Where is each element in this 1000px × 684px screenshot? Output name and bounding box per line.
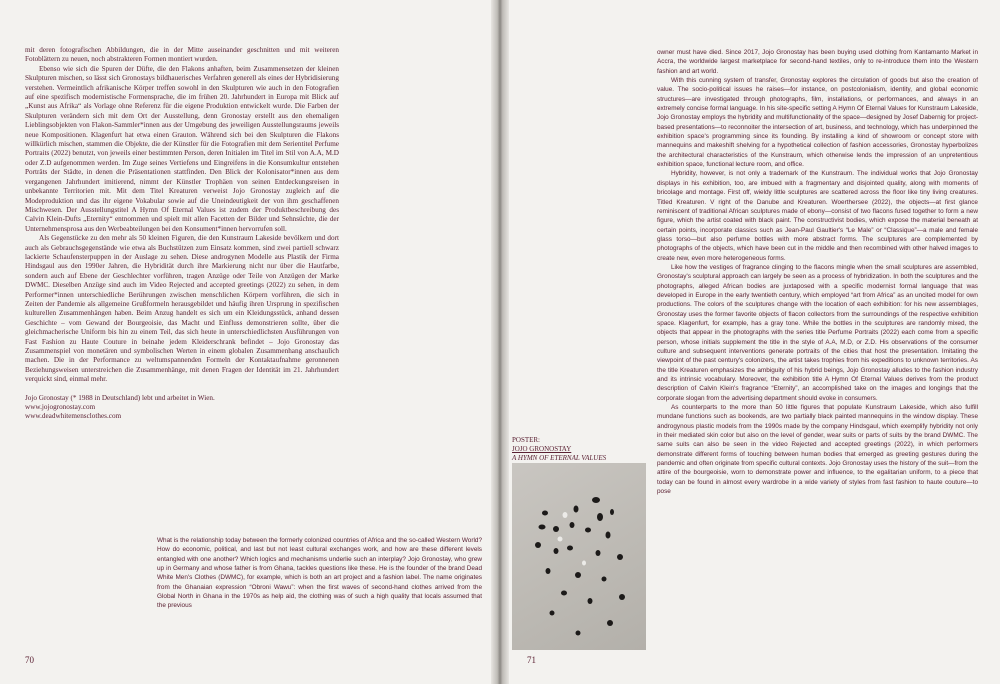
english-paragraph: As counterparts to the more than 50 little figures that populate Kunstraum Lakeside, which also fulfill mundane functions such as bookends, are two partially black painted mannequins in the window display. These androgynous plastic models from the 1990s made by the company Hindsgaul, which exemplify hybridity not only in their mediated skin color but also on the level of gender, wear suits or parts of suits by the brand DWMC. The same suits can also be seen in the video Rejected and accepted greetings (2022), in which performers demonstrate different forms of touching between human bodies that emerged as greeting gestures during the pandemic and often originate from specific cultural contexts. Jojo Gronostay uses the history of the suit—from the attire of the bourgeoisie, worn to demonstrate power and influence, to the egalitarian uniform, to a piece that today can be found in almost every wardrobe in a wide variety of styles from fast fashion to haute couture—to pose: [657, 404, 978, 496]
caption-label: POSTER:: [512, 436, 541, 444]
photo-sculptures: [512, 463, 646, 650]
english-text-column: [657, 48, 978, 497]
sculpture-figure-white: [582, 561, 586, 566]
sculpture-figure: [554, 548, 559, 554]
german-paragraph: mit deren fotografischen Abbildungen, die in der Mitte auseinander geschnitten und mit weiteren Fotoblättern zu neuen, noch abstrakteren Formen montiert wurden.: [25, 46, 339, 64]
poster-caption: [512, 436, 632, 463]
sculpture-figure: [535, 542, 541, 548]
sculpture-figure: [602, 577, 607, 582]
left-page: [0, 0, 497, 684]
sculpture-figure: [575, 572, 581, 578]
english-paragraph: What is the relationship today between the formerly colonized countries of Africa and the so-called Western World? How do economic, political, and last but not least cultural exchanges work, and how are these different levels entangled with one another? Which logics and mechanisms underlie such an interplay? Jojo Gronostay, who grew up in Germany and whose father is from Ghana, tackles questions like these. He is the founder of the brand Dead White Men's Clothes (DWMC), for example, which is both an art project and a fashion label. The name originates from the Ghanaian expression “Obroni Wawu”: when the first waves of second-hand clothes arrived from the Global North in Ghana in the 1970s as help aid, the clothing was of such a high quality that locals assumed that the previous: [157, 537, 482, 610]
sculpture-figure: [585, 528, 591, 533]
website-link[interactable]: www.jojogronostay.com: [25, 403, 96, 412]
website-link[interactable]: www.deadwhitemensclothes.com: [25, 412, 122, 421]
english-text-column: [157, 536, 482, 611]
sculpture-figure: [597, 513, 603, 521]
exhibition-photo: [512, 463, 646, 650]
caption-artist: JOJO GRONOSTAY: [512, 445, 572, 453]
sculpture-figure-white: [563, 512, 568, 518]
sculpture-figure: [607, 620, 613, 626]
sculpture-figure: [539, 525, 546, 530]
sculpture-figure: [592, 497, 600, 503]
sculpture-figure: [550, 611, 555, 616]
book-gutter: [491, 0, 509, 684]
english-paragraph: With this cunning system of transfer, Gronostay explores the circulation of goods but also the creation of value. The socio-political issues he raises—for instance, on postcolonialism, identity, and global economic structures—are investigated through photographs, film, installations, or performances, and always in an extremely concise formal language. In his site-specific setting A Hymn Of Eternal Values for Kunstraum Lakeside, Jojo Gronostay employs the hybridity and multifunctionality of the space—designed by Josef Dabernig for project-based presentations—to reconnoiter the intersection of art, business, and technology, which has underpinned the exhibition space's programming since its founding. By installing a kind of showroom or concept store with mannequins and makeshift shelving for a hypothetical collection of fashion accessories, Gronostay hyperbolizes the architectural characteristics of the Kunstraum, which otherwise lends the impression of an unpretentious exhibition space, functional lecture room, and office.: [657, 77, 978, 169]
sculpture-figure: [574, 506, 579, 513]
sculpture-figure: [606, 532, 611, 539]
sculpture-figure: [610, 509, 614, 515]
bio-line: Jojo Gronostay (* 1988 in Deutschland) lebt und arbeitet in Wien.: [25, 393, 215, 402]
sculpture-figure-white: [558, 537, 563, 542]
sculpture-figure: [561, 591, 567, 596]
sculpture-figure: [619, 594, 625, 600]
sculpture-figure: [542, 511, 548, 516]
english-paragraph: Hybridity, however, is not only a trademark of the Kunstraum. The individual works that Jojo Gronostay displays in his exhibition, too, are imbued with a fragmentary and disjointed quality, along with moments of bricolage and montage. First off, wieldy little sculptures are scattered across the floor like tiny living creatures. Titled Kreaturen. V right of the Danube and Kreaturen. Woerthersee (2022), the objects—at first glance reminiscent of traditional African sculptures made of ebony—consist of two flacons fused together to form a new figure, which the artist coated with black paint. The constructivist bodies, which expose the material beneath at certain points, incorporate classics such as Jean-Paul Gaultier's “Le Male” or “Classique”—a male and female glass torso—but also perfume bottles with more abstract forms. The sculptures are complemented by photographs of the objects, which have been cut in the middle and then recombined with other halved images to create new, even more heterogeneous forms.: [657, 170, 978, 262]
german-paragraph: Als Gegenstücke zu den mehr als 50 kleinen Figuren, die den Kunstraum Lakeside bevölkern und dort auch als Gebrauchsgegenstände wie etwa als Buchstützen zum Einsatz kommen, sind zwei partiell schwarz lackierte Schaufensterpuppen in der Auslage zu sehen. Diese androgynen Modelle aus Plastik der Firma Hindsgaul aus den 1990er Jahren, die Hybridität durch ihre Markierung nicht nur über die Hautfarbe, sondern auch auf Ebene der Geschlechter vorführen, tragen Anzüge oder Teile von Anzügen der Marke DWMC. Dieselben Anzüge sind auch im Video Rejected and accepted greetings (2022) zu sehen, in dem Performer*innen unterschiedliche Berührungen zwischen menschlichen Körpern vorführen, die sich in Zeiten der Pandemie als allgemeine Grußformeln herausgebildet und häufig ihren Ursprung in spezifischen kulturellen Zusammenhängen haben. Beim Anzug handelt es sich um ein Kleidungsstück, anhand dessen Geschichte – vom Gewand der Bourgeoisie, das Macht und Einfluss demonstrieren sollte, über die gleichmacherische Uniform bis hin zu einem Teil, das sich heute in unterschiedlichsten Ausführungen von Fast Fashion zu Haute Couture in beinahe jedem Kleiderschrank befindet – Jojo Gronostay das Zusammenspiel von monetären und symbolischen Werten in einem globalen Zusammenhang anschaulich machen. Die in der Performance zu weltumspannenden Formeln der Kontaktaufnahme geronnenen Beziehungsweisen unterstreichen die Zusammenhänge, mit denen Fragen der Identität im 21. Jahrhundert verquickt sind, einmal mehr.: [25, 234, 339, 384]
page-number: 71: [527, 655, 536, 665]
sculpture-figure: [567, 546, 573, 551]
sculpture-figure: [570, 522, 575, 528]
caption-title: A HYMN OF ETERNAL VALUES: [512, 454, 607, 462]
sculpture-figure: [588, 598, 593, 604]
sculpture-figure: [546, 568, 551, 574]
page-number: 70: [25, 655, 34, 665]
sculpture-figure: [553, 526, 559, 532]
english-paragraph: Like how the vestiges of fragrance clinging to the flacons mingle when the small sculptures are assembled, Gronostay's sculptural approach can largely be seen as a process of hybridization. In both the sculptures and the photographs, alleged African bodies are juxtaposed with a specific modernist formal language that was developed in Europe in the early twentieth century, which employed “art from Africa” as an uncited model for own productions. The colors of the sculptures change with the location of each exhibition: for his new assemblages, Gronostay uses the former favorite objects of flacon collectors from the surroundings of the respective exhibition space. Klagenfurt, for example, has a gray tone. While the bottles in the sculptures are randomly mixed, the objects that appear in the photographs with the series title Perfume Portraits (2022) each come from a specific person, whose initials supplement the title in the style of A.A, M.D, or Z.D. His observations of the consumer culture and subsequent interventions generate portraits of the cities that host the presentation. Imitating the viewpoint of the past century's colonizers, the artist takes trophies from his expeditions to unknown territories. As the title Kreaturen emphasizes the ambiguity of his hybrid beings, Jojo Gronostay alludes to the fashion industry and its intrinsic vocabulary. Moreover, the exhibition title A Hymn Of Eternal Values derives from the product description of Calvin Klein's fragrance “Eternity”, an accomplished take on the images and longings that the corporate slogan from the advertising department should evoke in consumers.: [657, 263, 978, 402]
sculpture-figure: [596, 550, 601, 556]
sculpture-figure: [617, 554, 623, 560]
sculpture-figure: [576, 631, 581, 636]
english-paragraph: owner must have died. Since 2017, Jojo Gronostay has been buying used clothing from Kantamanto Market in Accra, the worldwide largest marketplace for second-hand textiles, only to re-introduce them into the Western fashion and art world.: [657, 49, 978, 75]
german-text-column: [25, 46, 339, 422]
german-paragraph: Ebenso wie sich die Spuren der Düfte, die den Flakons anhaften, beim Zusammensetzen der kleinen Skulpturen mischen, so lässt sich Gronostays bildhauerisches Verfahren generell als eines der Hybridisierung verstehen. Vermeintlich afrikanische Körper treffen sowohl in den Skulpturen wie auch in den Fotografien auf eine spezifisch modernistische Formensprache, die im frühen 20. Jahrhundert in Europa mit Blick auf „Kunst aus Afrika“ als Vorlage ohne Referenz für die eigene Produktion entwickelt wurde. Die Farben der Skulpturen verändern sich mit dem Ort der Ausstellung, denn Gronostay erstellt aus den ehemaligen Lieblingsobjekten von Flakon-Sammler*innen aus der Umgebung des jeweiligen Ausstellungsraums jeweils neue Kompositionen. Klagenfurt hat etwa einen Grauton. Während sich bei den Skulpturen die Flakons willkürlich mischen, stammen die Objekte, die der Künstler für die Fotografien mit dem Serientitel Perfume Portraits (2022) benutzt, von jeweils einer bestimmten Person, deren Initialen im Titel im Stil von A.A, M.D oder Z.D aufgenommen werden. Im Zuge seines Vertiefens und Eingreifens in die Konsumkultur entstehen Porträts der Städte, in denen die Präsentationen stattfinden. Den Blick der Kolonisator*innen aus dem vergangenen Jahrhundert imitierend, nimmt der Künstler Trophäen von seinen Entdeckungsreisen in unbekannte Territorien mit. Mit dem Titel Kreaturen verweist Jojo Gronostay zugleich auf die Modeproduktion und das ihr eigene Vokabular sowie auf die Uneindeutigkeit der von ihm geschaffenen Mischwesen. Der Ausstellungstitel A Hymn Of Eternal Values ist zudem der Produktbeschreibung des Calvin Klein-Dufts „Eternity“ entnommen und spielt mit allen Facetten der Bilder und Sehnsüchte, die der Unternehmensprosa aus den Werbeabteilungen bei den Konsument*innen hervorrufen soll.: [25, 64, 339, 233]
